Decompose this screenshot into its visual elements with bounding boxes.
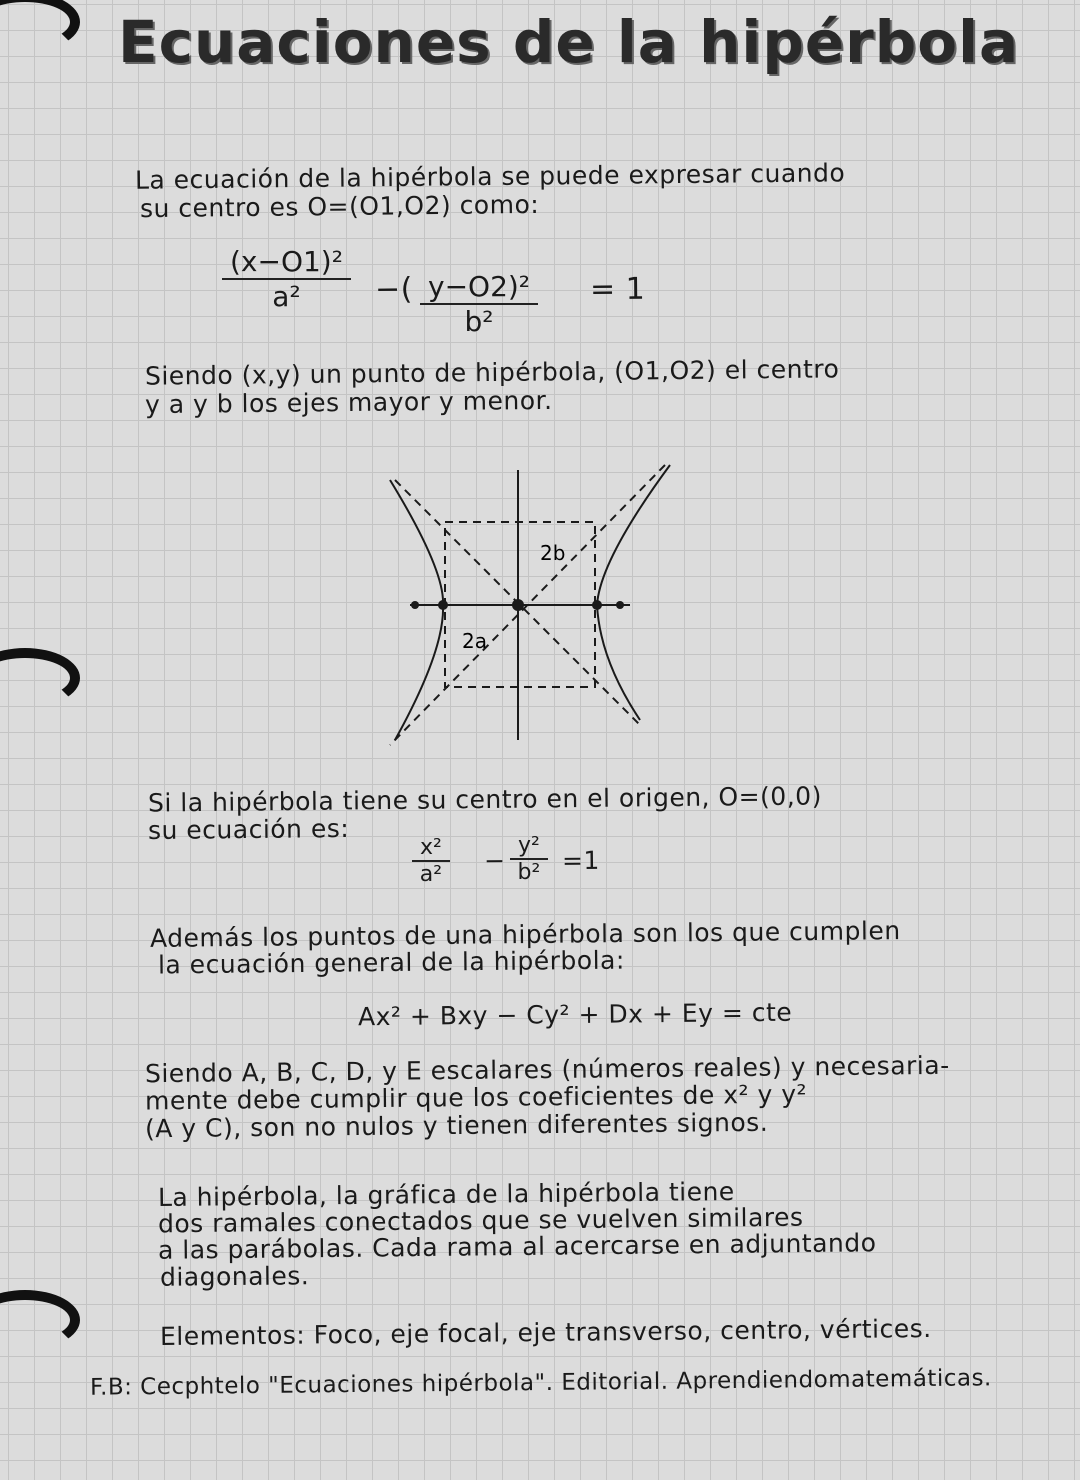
- general-line: Además los puntos de una hipérbola son los que cumplen: [149, 916, 901, 953]
- equation-equals: = 1: [589, 271, 646, 308]
- numerator: y−O2)²: [420, 270, 538, 305]
- intro-line: La ecuación de la hipérbola se puede expresar cuando: [134, 158, 846, 195]
- right-branch: [597, 465, 670, 720]
- definition-line: Siendo (x,y) un punto de hipérbola, (O1,O2) el centro: [144, 354, 840, 391]
- origin-line: su ecuación es:: [147, 813, 350, 846]
- graph-line: dos ramales conectados que se vuelven similares: [157, 1202, 804, 1239]
- general-line: la ecuación general de la hipérbola:: [157, 945, 625, 980]
- equation-term: [412, 835, 450, 887]
- graph-line: diagonales.: [159, 1261, 310, 1292]
- denominator: b²: [517, 860, 541, 885]
- denominator: a²: [419, 862, 443, 887]
- graph-line: La hipérbola, la gráfica de la hipérbola tiene: [157, 1176, 735, 1213]
- denominator: a²: [272, 280, 301, 313]
- intro-line: su centro es O=(O1,O2) como:: [139, 189, 540, 224]
- numerator: y²: [510, 833, 548, 860]
- equation-equals: =1: [561, 845, 601, 876]
- scalars-line: Siendo A, B, C, D, y E escalares (números reales) y necesaria-: [144, 1050, 950, 1089]
- denominator: b²: [464, 305, 494, 338]
- elements-line: Elementos: Foco, eje focal, eje transverso, centro, vértices.: [159, 1313, 932, 1352]
- scalars-line: (A y C), son no nulos y tienen diferentes signos.: [144, 1107, 769, 1144]
- label-2b: 2b: [540, 541, 566, 565]
- label-2a: 2a: [462, 629, 487, 653]
- numerator: (x−O1)²: [222, 245, 351, 280]
- source-citation: F.B: Cecphtelo "Ecuaciones hipérbola". Editorial. Aprendiendomatemáticas.: [89, 1365, 992, 1401]
- equation-term: [510, 833, 548, 885]
- equation-minus: −: [483, 845, 506, 876]
- general-equation: Ax² + Bxy − Cy² + Dx + Ey = cte: [357, 997, 793, 1032]
- graph-line: a las parábolas. Cada rama al acercarse en adjuntando: [157, 1228, 877, 1265]
- page-title: Ecuaciones de la hipérbola: [118, 8, 1020, 76]
- definition-line: y a y b los ejes mayor y menor.: [144, 385, 553, 420]
- scalars-line: mente debe cumplir que los coeficientes de x² y y²: [144, 1079, 808, 1116]
- equation-minus: −(: [374, 271, 414, 308]
- left-branch: [390, 480, 443, 740]
- origin-line: Si la hipérbola tiene su centro en el origen, O=(0,0): [147, 781, 823, 818]
- numerator: x²: [412, 835, 450, 862]
